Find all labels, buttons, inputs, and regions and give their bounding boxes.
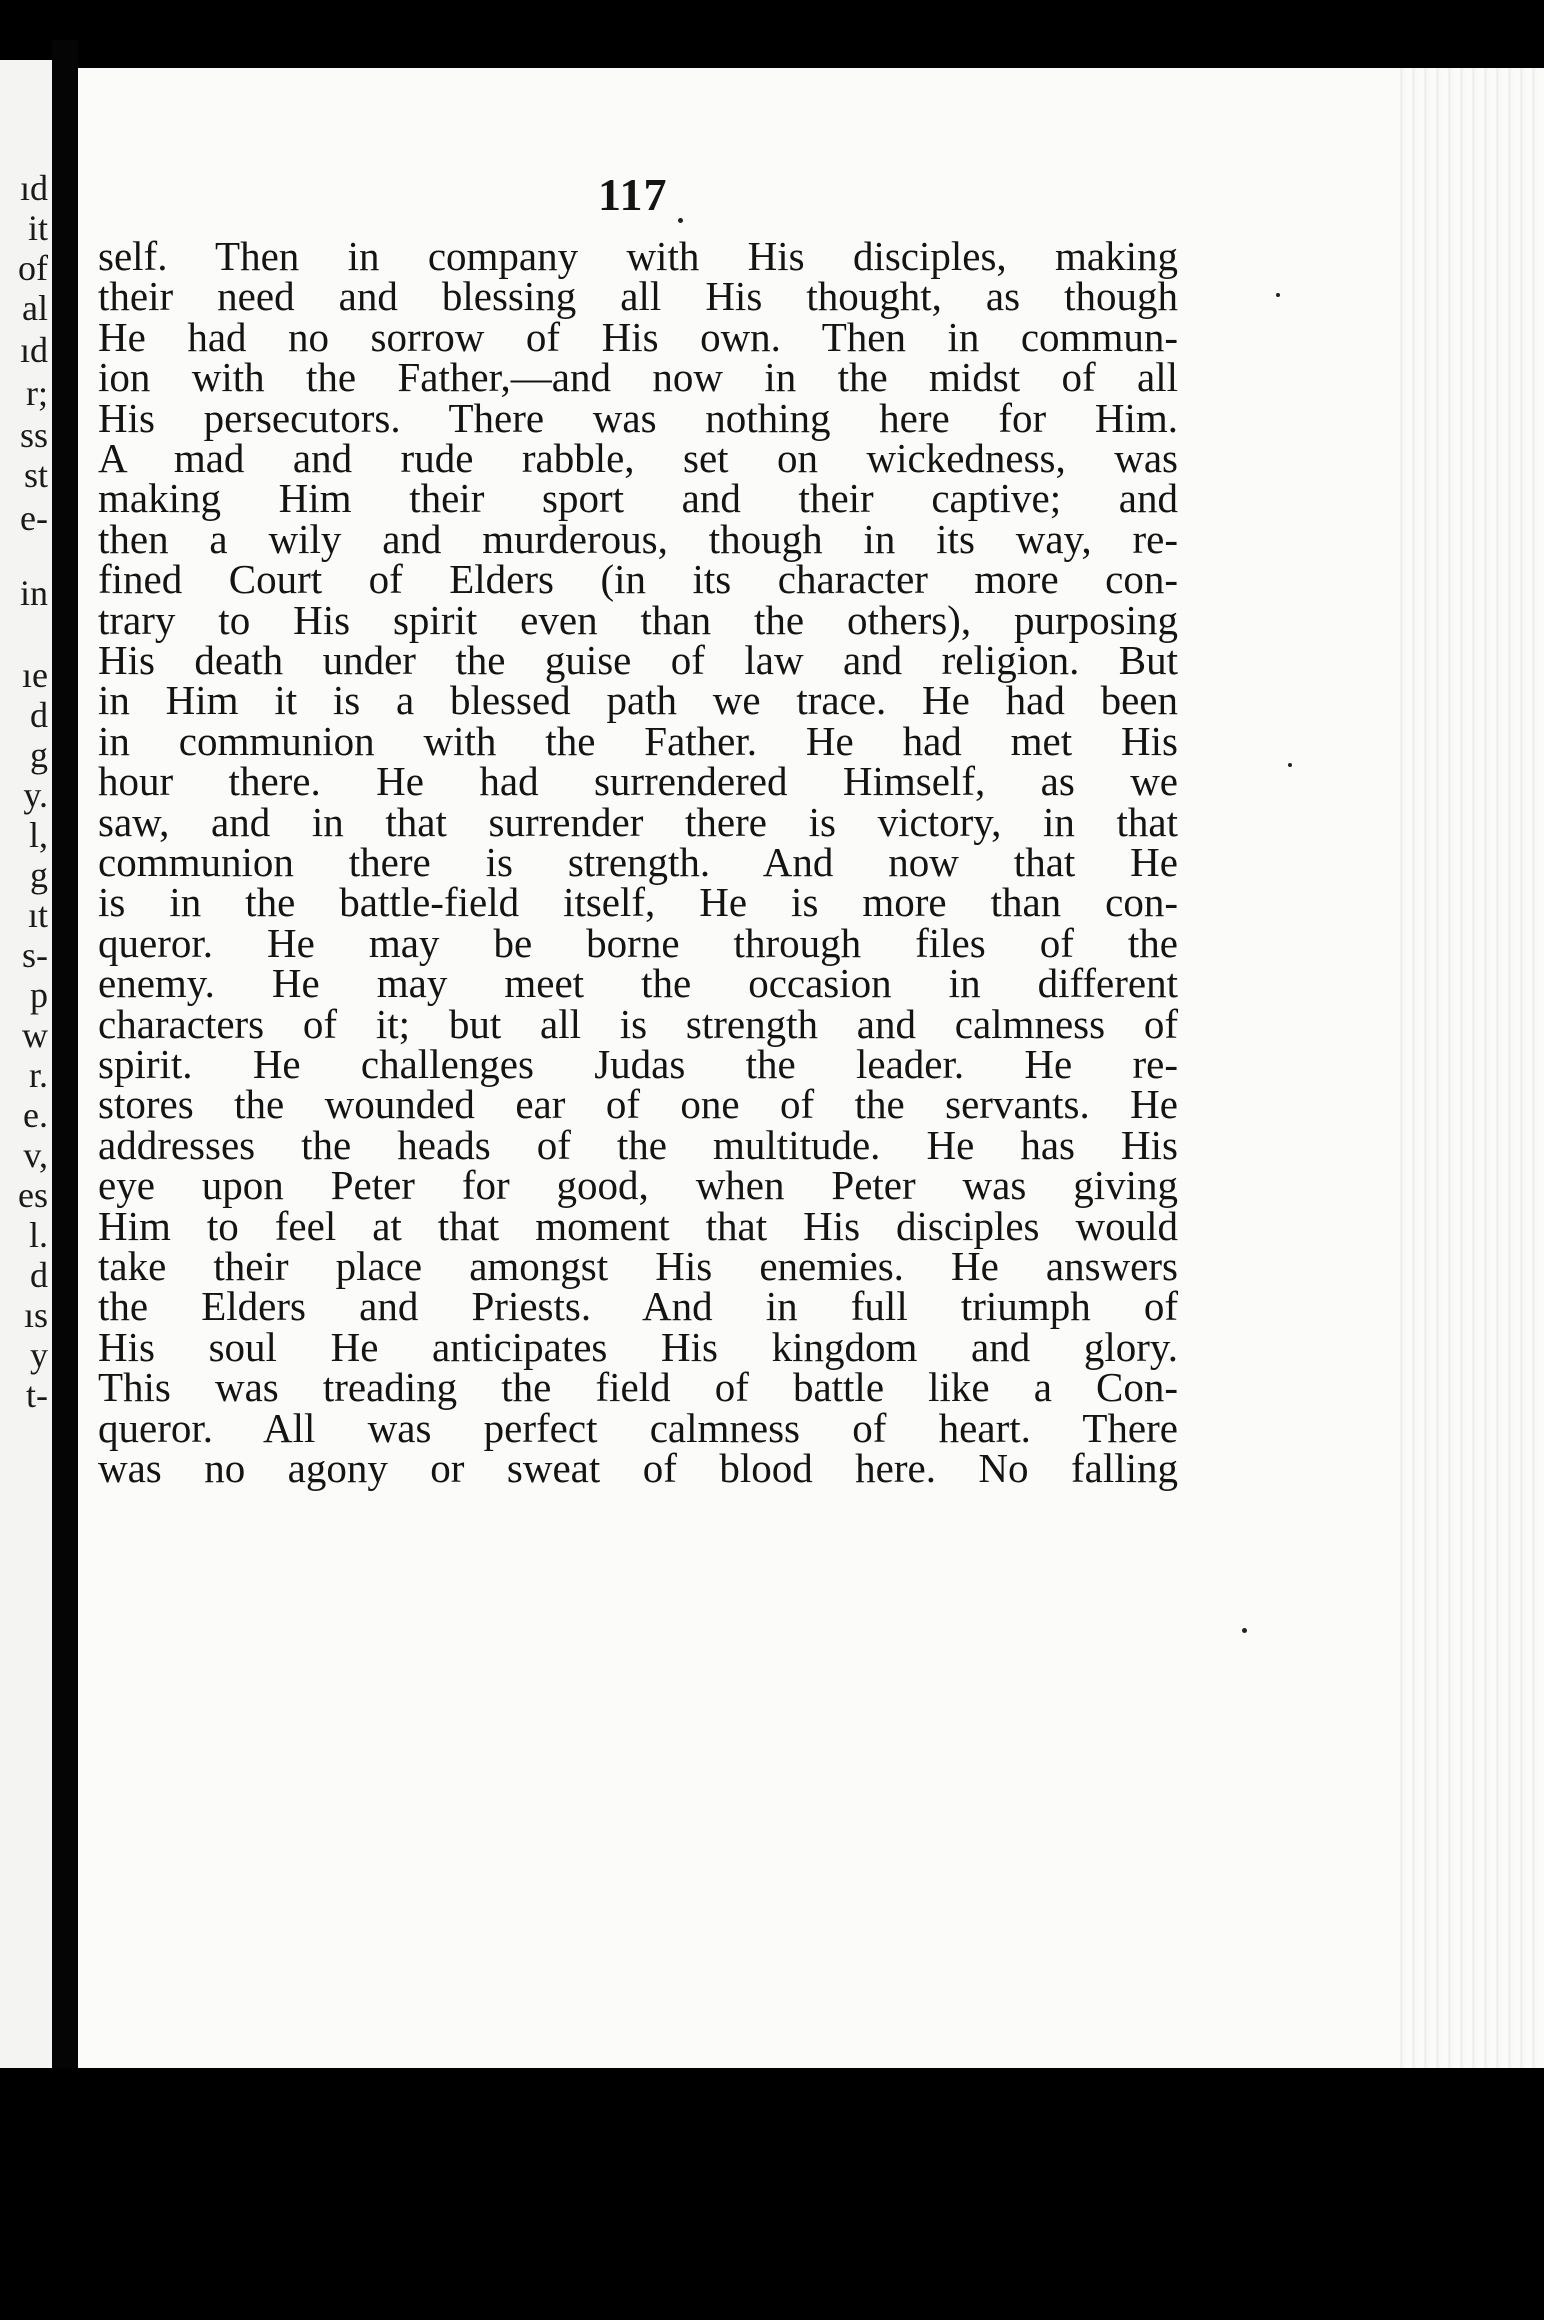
text-line: hour there. He had surrendered Himself, as we [98, 758, 1178, 804]
text-line: in communion with the Father. He had met His [98, 718, 1178, 764]
text-line: eye upon Peter for good, when Peter was giving [98, 1162, 1178, 1208]
text-line: This was treading the field of battle like a Con- [98, 1364, 1178, 1410]
facing-page-fragment: t- [26, 1375, 48, 1415]
facing-page-fragment: of [18, 248, 48, 288]
text-line: queror. All was perfect calmness of heart. There [98, 1405, 1178, 1451]
text-line: enemy. He may meet the occasion in different [98, 960, 1178, 1006]
facing-page-fragment: ıd [19, 168, 48, 208]
text-line: take their place amongst His enemies. He answers [98, 1243, 1178, 1289]
text-line: fined Court of Elders (in its character more con- [98, 556, 1178, 602]
page-edge-shading [1394, 68, 1544, 2068]
text-line: saw, and in that surrender there is victory, in that [98, 799, 1178, 845]
facing-page-fragment: w [22, 1015, 48, 1055]
scan-border [0, 2068, 1544, 2320]
ink-speck [678, 218, 683, 223]
text-line: His soul He anticipates His kingdom and glory. [98, 1324, 1178, 1370]
ink-speck [1288, 763, 1292, 767]
text-line: queror. He may be borne through files of the [98, 920, 1178, 966]
facing-page-fragment: g [30, 735, 48, 775]
facing-page-fragment: l, [28, 815, 48, 855]
facing-page-fragment: e- [20, 498, 48, 538]
text-line: making Him their sport and their captive; and [98, 475, 1178, 521]
facing-page-fragment: p [30, 975, 48, 1015]
book-page [78, 68, 1544, 2068]
text-line: His death under the guise of law and religion. But [98, 637, 1178, 683]
text-line: His persecutors. There was nothing here for Him. [98, 395, 1178, 441]
ink-speck [1242, 1628, 1247, 1633]
facing-page-fragment: v, [23, 1135, 48, 1175]
facing-page-fragment: l. [28, 1215, 48, 1255]
ink-speck [1276, 293, 1280, 297]
text-line: spirit. He challenges Judas the leader. He re- [98, 1041, 1178, 1087]
text-line: the Elders and Priests. And in full triumph of [98, 1283, 1178, 1329]
facing-page-fragment: ıs [23, 1295, 48, 1335]
facing-page-fragment: ıt [27, 895, 48, 935]
text-line: ion with the Father,—and now in the midst of all [98, 354, 1178, 400]
facing-page-fragment: d [30, 1255, 48, 1295]
facing-page-fragment: y [30, 1335, 48, 1375]
book-gutter [52, 40, 78, 2130]
text-line: Him to feel at that moment that His disciples would [98, 1203, 1178, 1249]
text-line: He had no sorrow of His own. Then in commun- [98, 314, 1178, 360]
text-line: was no agony or sweat of blood here. No falling [98, 1445, 1178, 1491]
text-line: then a wily and murderous, though in its way, re- [98, 516, 1178, 562]
facing-page-fragment: al [22, 288, 48, 328]
text-line: stores the wounded ear of one of the servants. He [98, 1081, 1178, 1127]
facing-page-fragment: r. [28, 1055, 48, 1095]
facing-page-fragment: r; [26, 373, 48, 413]
facing-page-fragment: ss [19, 415, 48, 455]
text-line: their need and blessing all His thought, as though [98, 273, 1178, 319]
facing-page-fragment: in [19, 573, 48, 613]
text-line: is in the battle-field itself, He is more than con- [98, 879, 1178, 925]
text-line: in Him it is a blessed path we trace. He had been [98, 677, 1178, 723]
facing-page-fragment: es [18, 1175, 48, 1215]
facing-page-fragment: s- [22, 935, 48, 975]
text-line: A mad and rude rabble, set on wickedness, was [98, 435, 1178, 481]
text-line: trary to His spirit even than the others), purposing [98, 597, 1178, 643]
page-number: 117 [598, 169, 668, 220]
facing-page-fragment: ıd [19, 330, 48, 370]
facing-page-fragment: e. [23, 1095, 48, 1135]
text-line: characters of it; but all is strength and calmness of [98, 1001, 1178, 1047]
facing-page-fragment: y. [23, 775, 48, 815]
facing-page-sliver [0, 60, 52, 2100]
facing-page-fragment: st [23, 455, 48, 495]
text-line: communion there is strength. And now that He [98, 839, 1178, 885]
facing-page-fragment: ıe [22, 655, 48, 695]
facing-page-fragment: d [30, 695, 48, 735]
text-line: self. Then in company with His disciples, making [98, 233, 1178, 279]
facing-page-fragment: it [27, 208, 48, 248]
facing-page-fragment: g [30, 855, 48, 895]
text-line: addresses the heads of the multitude. He has His [98, 1122, 1178, 1168]
